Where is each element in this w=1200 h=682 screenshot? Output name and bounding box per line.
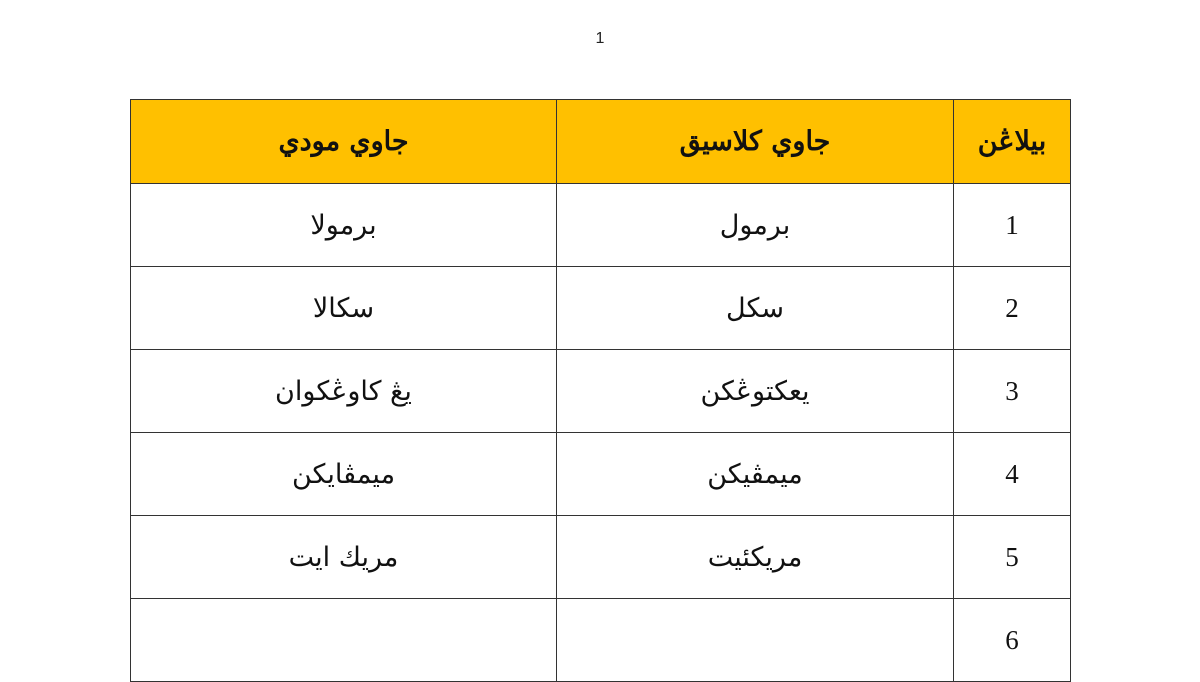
cell-modern: برمولا xyxy=(131,184,557,267)
cell-classic: برمول xyxy=(557,184,954,267)
cell-modern: مريك ايت xyxy=(131,516,557,599)
header-modern-jawi: جاوي مودي xyxy=(131,100,557,184)
page-number: 1 xyxy=(595,30,605,47)
cell-classic: يعکتوڠکن xyxy=(557,350,954,433)
cell-modern: يڠ کاوڠکوان xyxy=(131,350,557,433)
table-row xyxy=(131,599,1071,682)
header-number: بيلاڠن xyxy=(954,100,1071,184)
table-row xyxy=(131,184,1071,267)
cell-classic: سکل xyxy=(557,267,954,350)
cell-number: 3 xyxy=(954,350,1071,433)
cell-number: 2 xyxy=(954,267,1071,350)
cell-classic: مريکئيت xyxy=(557,516,954,599)
table-header-row xyxy=(131,100,1071,184)
table-row xyxy=(131,267,1071,350)
cell-number: 5 xyxy=(954,516,1071,599)
cell-modern: ميمڤايکن xyxy=(131,433,557,516)
cell-number: 6 xyxy=(954,599,1071,682)
cell-classic: ميمڤيکن xyxy=(557,433,954,516)
cell-classic xyxy=(557,599,954,682)
table-row xyxy=(131,516,1071,599)
table-row xyxy=(131,350,1071,433)
cell-modern xyxy=(131,599,557,682)
table-row xyxy=(131,433,1071,516)
jawi-comparison-table xyxy=(130,99,1071,682)
cell-modern: سکالا xyxy=(131,267,557,350)
header-classic-jawi: جاوي كلاسيق xyxy=(557,100,954,184)
cell-number: 1 xyxy=(954,184,1071,267)
cell-number: 4 xyxy=(954,433,1071,516)
